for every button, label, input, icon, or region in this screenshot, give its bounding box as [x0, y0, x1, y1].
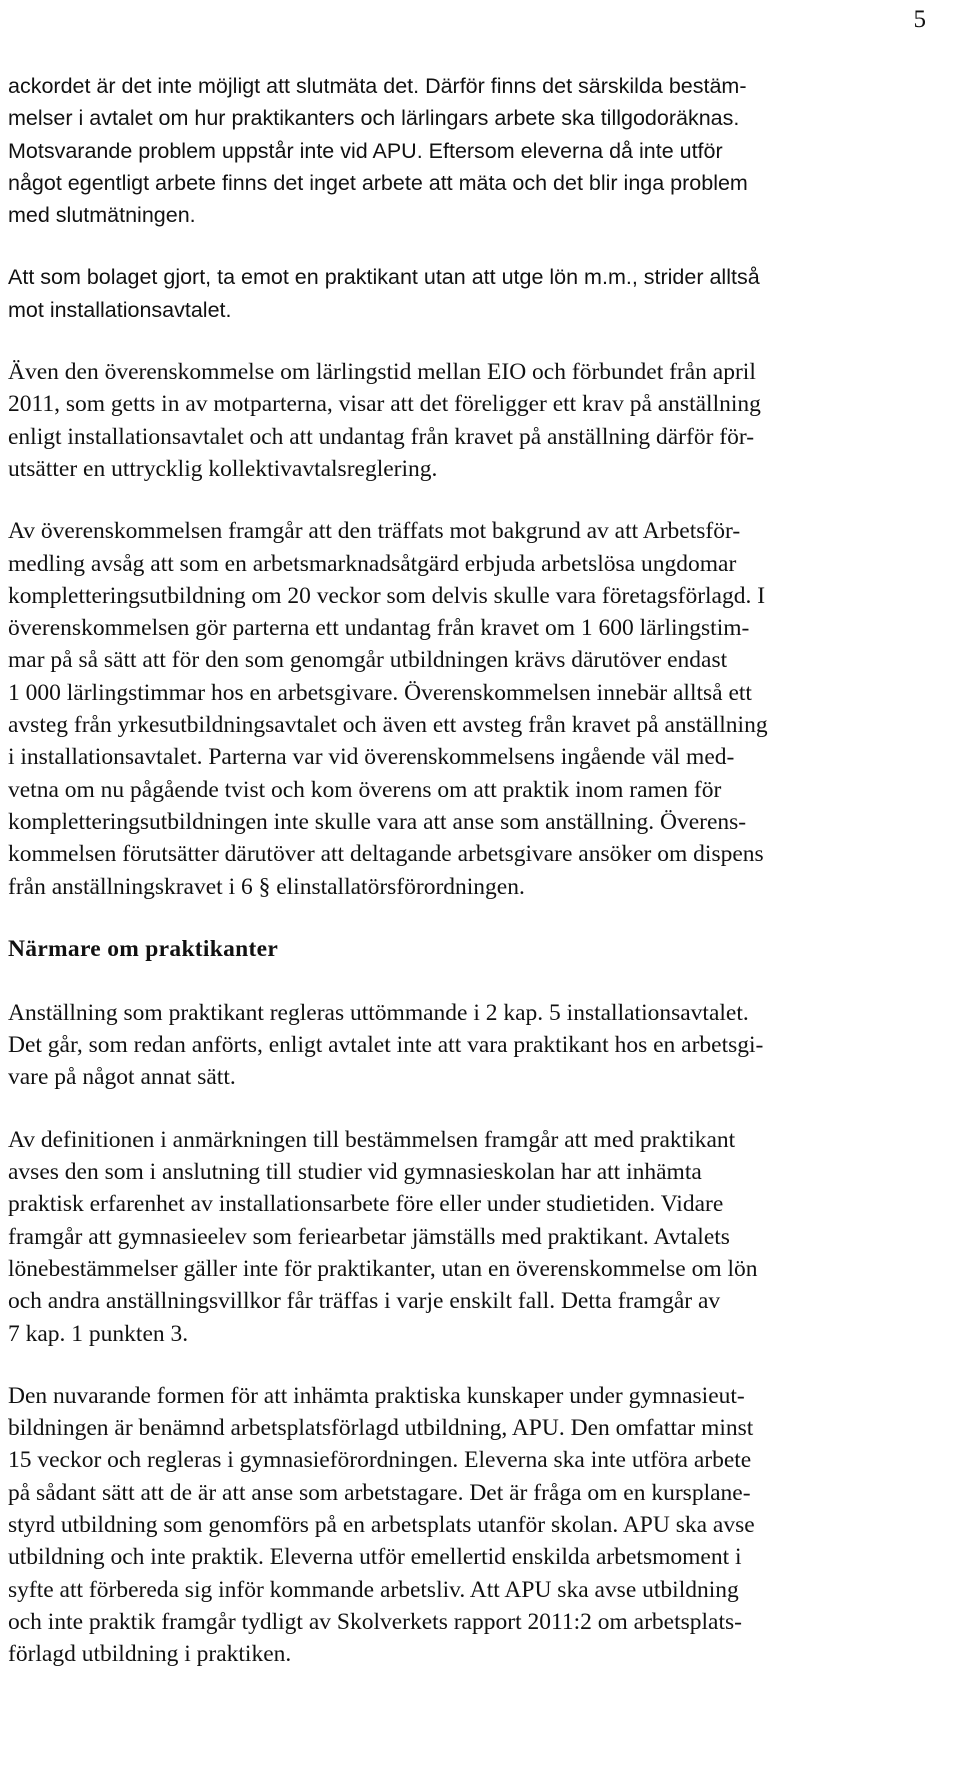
- text-line: lönebestämmelser gäller inte för praktikanter, utan en överenskommelse om lön: [8, 1255, 758, 1282]
- text-line: Den nuvarande formen för att inhämta praktiska kunskaper under gymnasieut-: [8, 1382, 745, 1409]
- text-line: styrd utbildning som genomförs på en arbetsplats utanför skolan. APU ska avse: [8, 1511, 755, 1538]
- text-line: i installationsavtalet. Parterna var vid överenskommelsens ingående väl med-: [8, 744, 735, 771]
- text-line: kompletteringsutbildningen inte skulle vara att anse som anställning. Överens-: [8, 808, 747, 835]
- text-line: på sådant sätt att de är att anse som arbetstagare. Det är fråga om en kursplane-: [8, 1479, 751, 1506]
- text-line: 1 000 lärlingstimmar hos en arbetsgivare. Överenskommelsen innebär alltså ett: [8, 679, 752, 706]
- text-line: Motsvarande problem uppstår inte vid APU. Eftersom eleverna då inte utför: [8, 138, 723, 163]
- text-line: Av överenskommelsen framgår att den träffats mot bakgrund av att Arbetsför-: [8, 518, 741, 545]
- paragraph-apu: [8, 1380, 952, 1671]
- text-line: 15 veckor och regleras i gymnasieförordningen. Eleverna ska inte utföra arbete: [8, 1447, 752, 1474]
- text-line: utsätter en uttrycklig kollektivavtalsreglering.: [8, 455, 438, 482]
- text-line: framgår att gymnasieelev som feriearbetar jämställs med praktikant. Avtalets: [8, 1223, 730, 1250]
- paragraph-anstallning-praktikant: [8, 997, 952, 1094]
- text-line: enligt installationsavtalet och att undantag från kravet på anställning därför för-: [8, 423, 755, 450]
- paragraph-bolaget-praktikant: [8, 261, 952, 326]
- text-line: melser i avtalet om hur praktikanters och lärlingars arbete ska tillgodoräknas.: [8, 106, 740, 131]
- text-line: och inte praktik framgår tydligt av Skolverkets rapport 2011:2 om arbetsplats-: [8, 1608, 742, 1635]
- page-number: 5: [913, 6, 926, 33]
- text-line: kompletteringsutbildning om 20 veckor som delvis skulle vara företagsförlagd. I: [8, 582, 766, 609]
- text-line: mot installationsavtalet.: [8, 297, 232, 322]
- text-line: syfte att förbereda sig inför kommande arbetsliv. Att APU ska avse utbildning: [8, 1576, 739, 1603]
- document-body: [8, 70, 952, 1700]
- text-line: och andra anställningsvillkor får träffas i varje enskilt fall. Detta framgår av: [8, 1288, 721, 1315]
- text-line: bildningen är benämnd arbetsplatsförlagd utbildning, APU. Den omfattar minst: [8, 1415, 754, 1442]
- text-line: medling avsåg att som en arbetsmarknadsåtgärd erbjuda arbetslösa ungdomar: [8, 550, 737, 577]
- text-line: förlagd utbildning i praktiken.: [8, 1641, 292, 1668]
- section-heading-text: Närmare om praktikanter: [8, 935, 279, 962]
- text-line: överenskommelsen gör parterna ett undantag från kravet om 1 600 lärlingstim-: [8, 615, 750, 642]
- text-line: Av definitionen i anmärkningen till bestämmelsen framgår att med praktikant: [8, 1126, 736, 1153]
- text-line: 2011, som getts in av motparterna, visar att det föreligger ett krav på anställning: [8, 391, 761, 418]
- text-line: utbildning och inte praktik. Eleverna utför emellertid enskilda arbetsmoment i: [8, 1544, 742, 1571]
- text-line: 7 kap. 1 punkten 3.: [8, 1320, 189, 1347]
- text-line: vetna om nu pågående tvist och kom överens om att praktik inom ramen för: [8, 776, 722, 803]
- paragraph-overenskommelsen: [8, 515, 952, 903]
- text-line: vare på något annat sätt.: [8, 1064, 236, 1091]
- text-line: Även den överenskommelse om lärlingstid mellan EIO och förbundet från april: [8, 359, 756, 386]
- text-line: Anställning som praktikant regleras uttömmande i 2 kap. 5 installationsavtalet.: [8, 999, 749, 1026]
- paragraph-larlingstid: [8, 356, 952, 485]
- text-line: avsteg från yrkesutbildningsavtalet och även ett avsteg från kravet på anställning: [8, 712, 768, 739]
- text-line: ackordet är det inte möjligt att slutmäta det. Därför finns det särskilda bestäm-: [8, 74, 747, 98]
- text-line: avses den som i anslutning till studier vid gymnasieskolan har att inhämta: [8, 1159, 702, 1186]
- paragraph-slutmatning: [8, 70, 952, 231]
- text-line: från anställningskravet i 6 § elinstallatörsförordningen.: [8, 873, 525, 900]
- text-line: praktisk erfarenhet av installationsarbete före eller under studietiden. Vidare: [8, 1191, 724, 1218]
- text-line: Det går, som redan anförts, enligt avtalet inte att vara praktikant hos en arbetsgi-: [8, 1032, 764, 1059]
- text-line: kommelsen förutsätter därutöver att deltagande arbetsgivare ansöker om dispens: [8, 841, 764, 868]
- text-line: mar på så sätt att för den som genomgår utbildningen krävs därutöver endast: [8, 647, 728, 674]
- paragraph-definitionen: [8, 1124, 952, 1350]
- text-line: något egentligt arbete finns det inget arbete att mäta och det blir inga problem: [8, 170, 748, 195]
- section-heading: [8, 933, 952, 965]
- text-line: med slutmätningen.: [8, 203, 196, 228]
- text-line: Att som bolaget gjort, ta emot en praktikant utan att utge lön m.m., strider alltså: [8, 265, 760, 290]
